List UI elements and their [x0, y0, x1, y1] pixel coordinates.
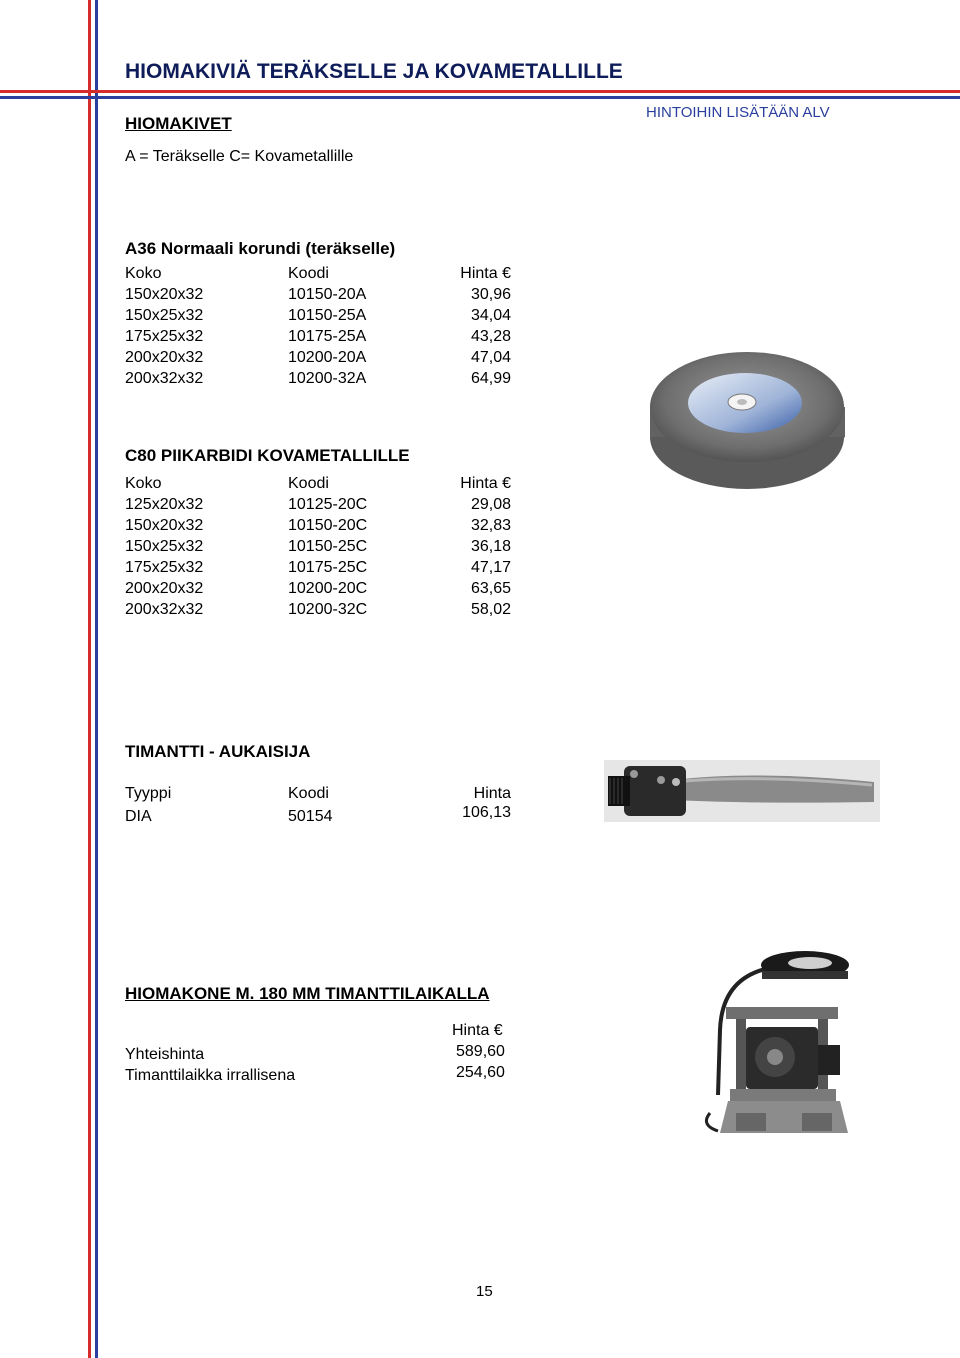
cell-hinta: 106,13 — [462, 804, 511, 821]
cell-koko: 150x25x32 — [125, 538, 204, 555]
cell-koko: 150x25x32 — [125, 307, 204, 324]
table-row — [125, 805, 525, 825]
col-header-hinta: Hinta € — [460, 265, 511, 282]
cell-koko: 175x25x32 — [125, 328, 204, 345]
col-header-tyyppi: Tyyppi — [125, 785, 172, 802]
left-rule-red — [88, 0, 91, 1358]
table-c — [125, 474, 525, 624]
cell-koodi: 10150-20A — [288, 286, 367, 303]
table-header-row — [125, 784, 525, 804]
cell-koodi: 10125-20C — [288, 496, 368, 513]
grinding-machine-image — [700, 945, 870, 1150]
cell-hinta: 47,04 — [470, 349, 511, 366]
cell-hinta: 63,65 — [470, 580, 511, 597]
table-header-row — [125, 264, 525, 284]
cell-koodi: 10150-20C — [288, 517, 368, 534]
cell-koko: 200x20x32 — [125, 580, 204, 597]
cell-koodi: 10200-20A — [288, 349, 367, 366]
machine-price-header: Hinta € — [452, 1022, 503, 1039]
cell-koko: 175x25x32 — [125, 559, 204, 576]
table-row — [125, 558, 525, 578]
section-heading-main: HIOMAKIVET — [125, 114, 232, 133]
table-row — [125, 285, 525, 305]
machine-row-label: Timanttilaikka irrallisena — [125, 1067, 296, 1084]
left-rule-blue — [95, 0, 98, 1358]
cell-hinta: 29,08 — [470, 496, 511, 513]
page-title: HIOMAKIVIÄ TERÄKSELLE JA KOVAMETALLILLE — [125, 60, 623, 83]
grinding-wheel-image — [640, 345, 855, 495]
top-rule-blue — [0, 96, 960, 99]
table-row — [125, 579, 525, 599]
table-header-row — [125, 474, 525, 494]
cell-koodi: 50154 — [288, 808, 333, 825]
cell-hinta: 36,18 — [470, 538, 511, 555]
cell-koodi: 10150-25C — [288, 538, 368, 555]
machine-heading: HIOMAKONE M. 180 MM TIMANTTILAIKALLA — [125, 984, 490, 1003]
cell-koodi: 10150-25A — [288, 307, 367, 324]
col-header-koodi: Koodi — [288, 785, 329, 802]
table-a — [125, 264, 525, 389]
dresser-tool-image — [604, 758, 880, 824]
cell-hinta: 43,28 — [470, 328, 511, 345]
col-header-hinta: Hinta — [473, 785, 511, 802]
col-header-koko: Koko — [125, 475, 162, 492]
cell-hinta: 47,17 — [470, 559, 511, 576]
cell-koko: 150x20x32 — [125, 517, 204, 534]
cell-hinta: 58,02 — [470, 601, 511, 618]
cell-koodi: 10200-32C — [288, 601, 368, 618]
machine-row-price: 589,60 — [456, 1043, 505, 1060]
cell-koodi: 10175-25A — [288, 328, 367, 345]
legend-text: A = Teräkselle C= Kovametallille — [125, 148, 354, 165]
table-row — [125, 495, 525, 515]
col-header-hinta: Hinta € — [460, 475, 511, 492]
cell-hinta: 32,83 — [470, 517, 511, 534]
table-a-heading: A36 Normaali korundi (teräkselle) — [125, 239, 396, 258]
cell-hinta: 30,96 — [470, 286, 511, 303]
cell-hinta: 34,04 — [470, 307, 511, 324]
col-header-koodi: Koodi — [288, 265, 329, 282]
col-header-koko: Koko — [125, 265, 162, 282]
cell-tyyppi: DIA — [125, 808, 152, 825]
table-c-heading: C80 PIIKARBIDI KOVAMETALLILLE — [125, 446, 410, 465]
table-row — [125, 600, 525, 620]
cell-koko: 200x32x32 — [125, 370, 204, 387]
machine-row-label: Yhteishinta — [125, 1046, 205, 1063]
cell-koko: 200x20x32 — [125, 349, 204, 366]
cell-koko: 150x20x32 — [125, 286, 204, 303]
cell-koko: 125x20x32 — [125, 496, 204, 513]
table-d — [125, 784, 525, 826]
cell-hinta: 64,99 — [470, 370, 511, 387]
vat-note: HINTOIHIN LISÄTÄÄN ALV — [646, 104, 830, 121]
table-row — [125, 369, 525, 389]
table-row — [125, 348, 525, 368]
cell-koodi: 10200-32A — [288, 370, 367, 387]
table-row — [125, 516, 525, 536]
table-row — [125, 306, 525, 326]
cell-koko: 200x32x32 — [125, 601, 204, 618]
top-rule-red — [0, 90, 960, 93]
table-d-heading: TIMANTTI - AUKAISIJA — [125, 742, 311, 761]
table-row — [125, 537, 525, 557]
cell-koodi: 10200-20C — [288, 580, 368, 597]
page-number: 15 — [476, 1283, 493, 1300]
machine-row-price: 254,60 — [456, 1064, 505, 1081]
cell-koodi: 10175-25C — [288, 559, 368, 576]
table-row — [125, 327, 525, 347]
col-header-koodi: Koodi — [288, 475, 329, 492]
